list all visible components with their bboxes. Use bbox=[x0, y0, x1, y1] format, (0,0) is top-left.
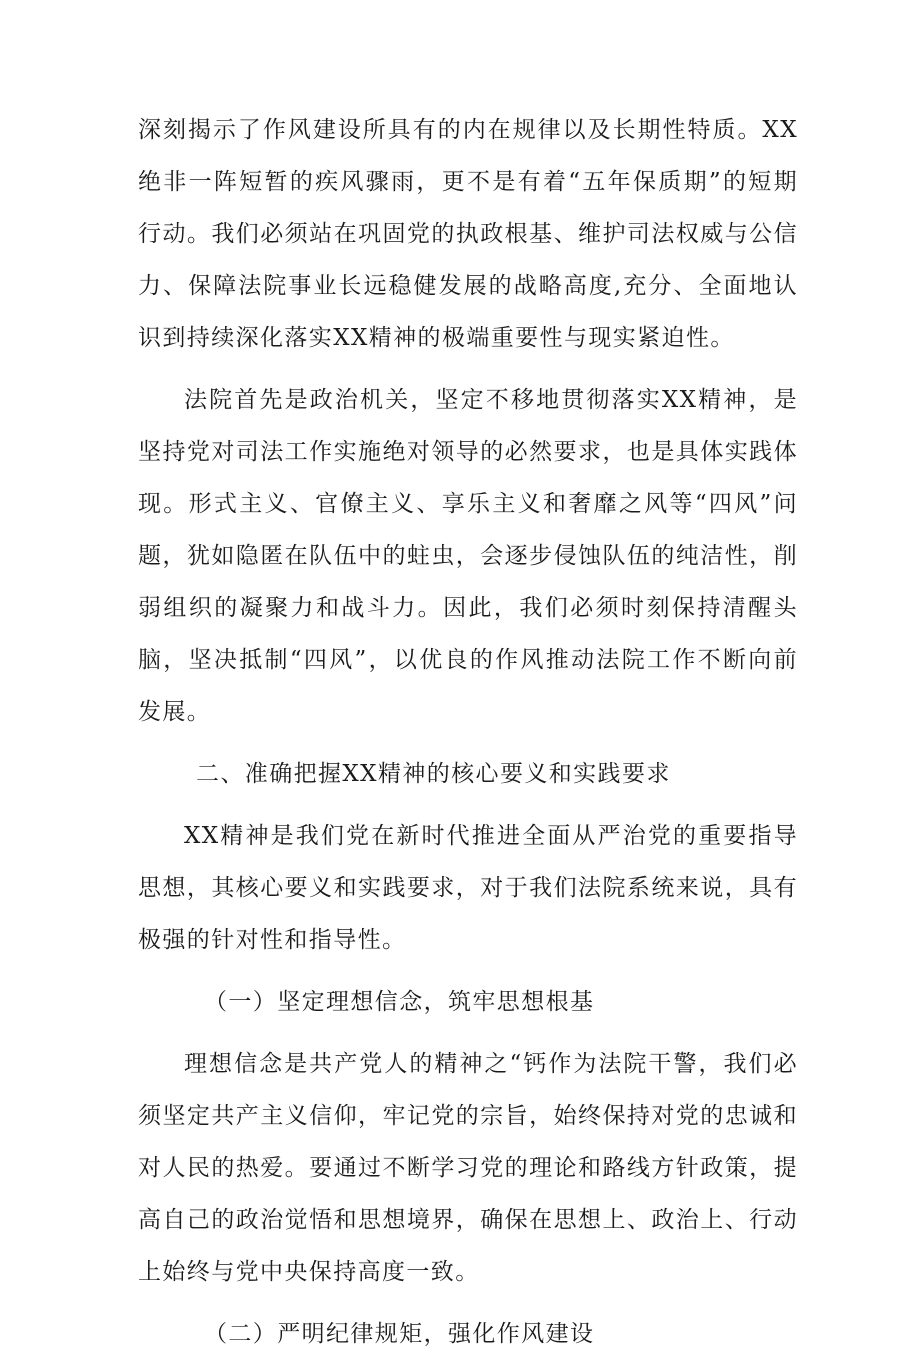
paragraph-work-style-nature: 深刻揭示了作风建设所具有的内在规律以及长期性特质。XX绝非一阵短暂的疾风骤雨，更不是有着“五年保质期”的短期行动。我们必须站在巩固党的执政根基、维护司法权威与公信力、保障法院事业长远稳健发展的战略高度,充分、全面地认识到持续深化落实XX精神的极端重要性与现实紧迫性。 bbox=[138, 117, 798, 351]
subheading-discipline-rules: （二）严明纪律规矩，强化作风建设 bbox=[204, 1321, 595, 1347]
document-body bbox=[138, 104, 798, 1370]
paragraph-court-political-organ: 法院首先是政治机关，坚定不移地贯彻落实XX精神，是坚持党对司法工作实施绝对领导的必然要求，也是具体实践体现。形式主义、官僚主义、享乐主义和奢靡之风等“四风”问题，犹如隐匿在队伍中的蛀虫，会逐步侵蚀队伍的纯洁性，削弱组织的凝聚力和战斗力。因此，我们必须时刻保持清醒头脑，坚决抵制“四风”，以优良的作风推动法院工作不断向前发展。 bbox=[138, 387, 798, 725]
paragraph-guiding-thought: XX精神是我们党在新时代推进全面从严治党的重要指导思想，其核心要义和实践要求，对于我们法院系统来说，具有极强的针对性和指导性。 bbox=[138, 823, 798, 953]
paragraph-ideals-beliefs: 理想信念是共产党人的精神之“钙作为法院干警，我们必须坚定共产主义信仰，牢记党的宗旨，始终保持对党的忠诚和对人民的热爱。要通过不断学习党的理论和路线方针政策，提高自己的政治觉悟和思想境界，确保在思想上、政治上、行动上始终与党中央保持高度一致。 bbox=[138, 1051, 798, 1285]
section-heading-core-essence: 二、准确把握XX精神的核心要义和实践要求 bbox=[196, 761, 671, 787]
subheading-ideals-beliefs: （一）坚定理想信念，筑牢思想根基 bbox=[204, 989, 595, 1015]
